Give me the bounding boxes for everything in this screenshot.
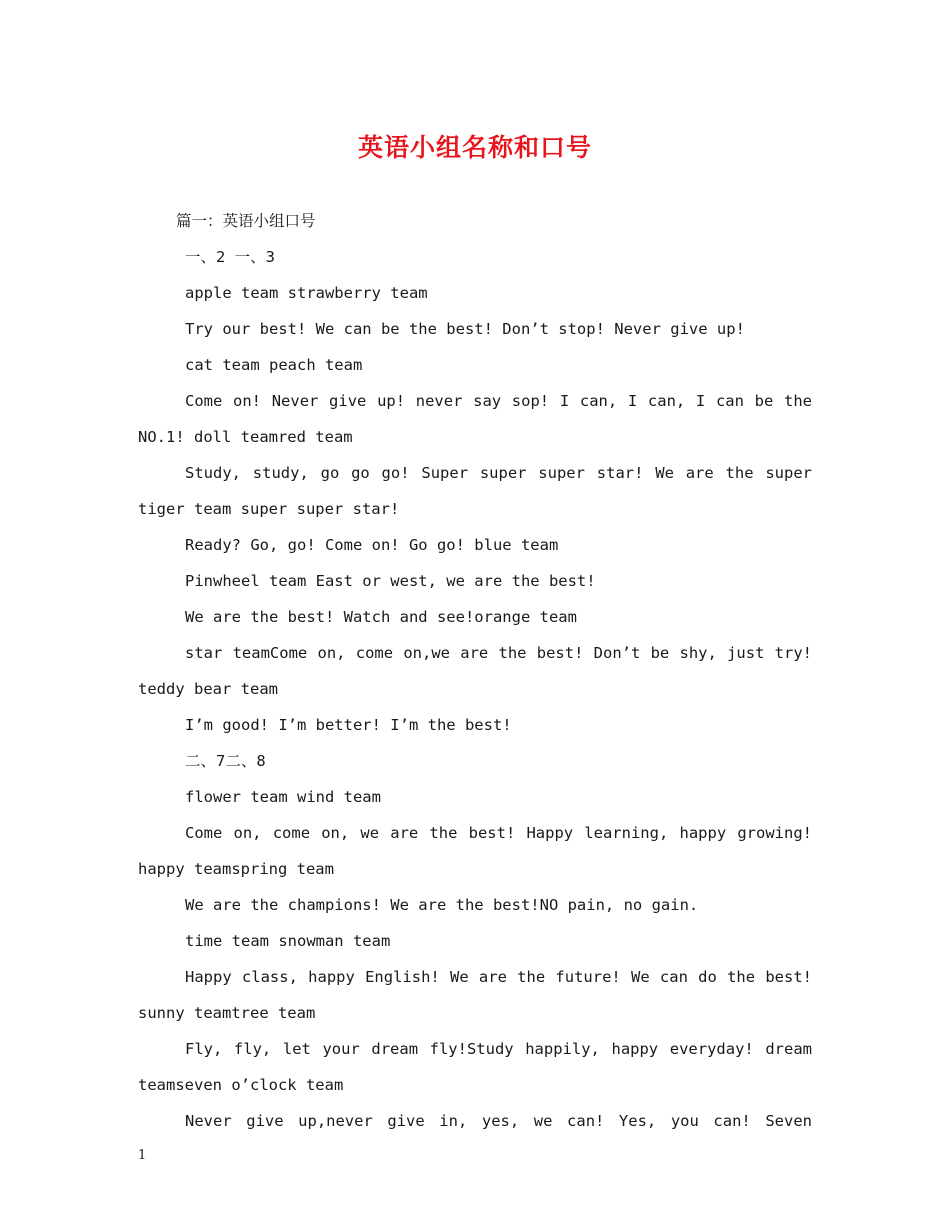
paragraph-first-line: Never give up,never give in, yes, we can! Yes, you can! Seven	[185, 1112, 812, 1130]
paragraph-continuation: happy teamspring team	[138, 860, 334, 878]
document-title: 英语小组名称和口号	[357, 133, 592, 162]
paragraph-first-line: Study, study, go go go! Super super super star! We are the super	[185, 464, 812, 482]
paragraph	[138, 815, 812, 887]
text-line: I’m good! I’m better! I’m the best!	[185, 716, 512, 734]
text-line: We are the best! Watch and see!orange team	[185, 608, 577, 626]
text-line: flower team wind team	[185, 788, 381, 806]
text-line: Ready? Go, go! Come on! Go go! blue team	[185, 536, 559, 554]
paragraph-continuation: sunny teamtree team	[138, 1004, 316, 1022]
paragraph	[138, 959, 812, 1031]
paragraph-first-line: Come on! Never give up! never say sop! I can, I can, I can be the	[185, 392, 812, 410]
text-line: time team snowman team	[185, 932, 391, 950]
paragraph-first-line: Fly, fly, let your dream fly!Study happily, happy everyday! dream	[185, 1040, 812, 1058]
paragraph	[138, 383, 812, 455]
paragraph-continuation: NO.1! doll teamred team	[138, 428, 353, 446]
paragraph-continuation: tiger team super super star!	[138, 500, 400, 518]
text-line: Try our best! We can be the best! Don’t stop! Never give up!	[185, 320, 745, 338]
paragraph-continuation: teamseven o’clock team	[138, 1076, 344, 1094]
text-line: apple team strawberry team	[185, 284, 428, 302]
paragraph-first-line: Happy class, happy English! We are the future! We can do the best!	[185, 968, 812, 986]
text-line: 一、2 一、3	[185, 248, 275, 266]
paragraph-first-line: star teamCome on, come on,we are the best! Don’t be shy, just try!	[185, 644, 812, 662]
paragraph	[138, 455, 812, 527]
paragraph-first-line: Come on, come on, we are the best! Happy learning, happy growing!	[185, 824, 812, 842]
paragraph-continuation: teddy bear team	[138, 680, 278, 698]
text-line: 二、7二、8	[185, 752, 266, 770]
text-line: Pinwheel team East or west, we are the best!	[185, 572, 596, 590]
document-body	[138, 203, 812, 1139]
text-line: cat team peach team	[185, 356, 363, 374]
paragraph	[138, 1103, 812, 1139]
paragraph	[138, 635, 812, 707]
section-heading: 篇一：英语小组口号	[176, 212, 316, 230]
paragraph	[138, 1031, 812, 1103]
page-number: 1	[138, 1148, 147, 1163]
text-line: We are the champions! We are the best!NO pain, no gain.	[185, 896, 699, 914]
